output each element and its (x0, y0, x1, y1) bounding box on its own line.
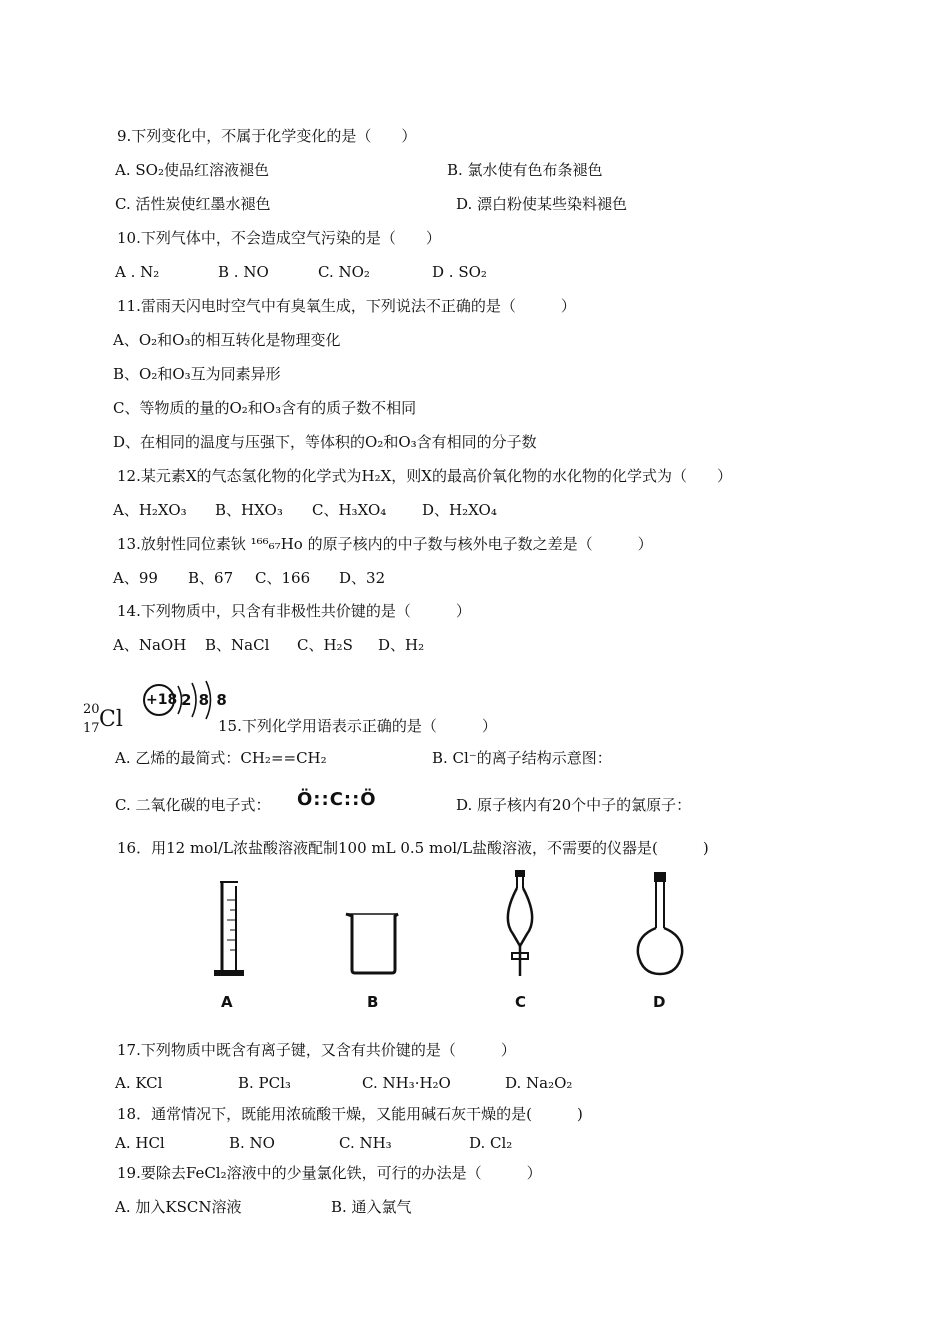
q12-option-b: B、HXO₃ (215, 501, 283, 519)
q17-stem: 17.下列物质中既含有离子键，又含有共价键的是（ ） (117, 1041, 516, 1059)
isotope-mass-number: 20 (83, 702, 100, 717)
q10-stem: 10.下列气体中，不会造成空气污染的是（ ） (117, 229, 441, 247)
q19-option-a: A. 加入KSCN溶液 (115, 1198, 242, 1216)
q17-option-b: B. PCl₃ (238, 1074, 291, 1092)
q14-option-d: D、H₂ (378, 636, 425, 654)
isotope-atomic-number: 17 (83, 721, 100, 736)
q11-option-b: B、O₂和O₃互为同素异形 (113, 365, 281, 383)
ion-electron-shells: 2 8 8 (181, 691, 227, 709)
q15-option-d: D. 原子核内有20个中子的氯原子： (456, 796, 692, 814)
q18-option-d: D. Cl₂ (469, 1134, 513, 1152)
q18-stem: 18．通常情况下，既能用浓硫酸干燥，又能用碱石灰干燥的是( ) (117, 1105, 583, 1123)
q10-option-c: C. NO₂ (318, 263, 370, 281)
q18-option-b: B. NO (229, 1134, 275, 1152)
q9-option-b: B. 氯水使有色布条褪色 (447, 161, 603, 179)
q9-option-c: C. 活性炭使红墨水褪色 (115, 195, 271, 213)
q13-option-c: C、166 (255, 569, 311, 587)
q15-option-a: A. 乙烯的最简式：CH₂==CH₂ (115, 749, 327, 767)
q18-option-c: C. NH₃ (339, 1134, 392, 1152)
q15-option-c: C. 二氧化碳的电子式： (115, 796, 271, 814)
q10-option-d: D . SO₂ (432, 263, 487, 281)
q9-option-d: D. 漂白粉使某些染料褪色 (456, 195, 628, 213)
co2-electron-formula: Ö::C::Ö (297, 789, 377, 810)
q16-stem: 16．用12 mol/L浓盐酸溶液配制100 mL 0.5 mol/L盐酸溶液，不需要的仪器是( ) (117, 839, 709, 857)
ion-nucleus-charge: +18 (146, 692, 178, 708)
q14-option-b: B、NaCl (205, 636, 270, 654)
q13-option-d: D、32 (339, 569, 386, 587)
q9-stem: 9.下列变化中，不属于化学变化的是（ ） (117, 127, 417, 145)
q10-option-b: B . NO (218, 263, 269, 281)
q12-option-a: A、H₂XO₃ (113, 501, 187, 519)
q17-option-d: D. Na₂O₂ (505, 1074, 573, 1092)
beaker-icon (342, 910, 402, 976)
q19-option-b: B. 通入氯气 (331, 1198, 412, 1216)
q10-option-a: A . N₂ (115, 263, 160, 281)
q15-stem: 15.下列化学用语表示正确的是（ ） (218, 717, 497, 735)
q15-option-b: B. Cl⁻的离子结构示意图： (432, 749, 612, 767)
apparatus-label-b: B (367, 993, 379, 1011)
q13-option-a: A、99 (113, 569, 158, 587)
q11-stem: 11.雷雨天闪电时空气中有臭氧生成，下列说法不正确的是（ ） (117, 297, 576, 315)
q14-option-c: C、H₂S (297, 636, 353, 654)
q12-option-c: C、H₃XO₄ (312, 501, 387, 519)
q19-stem: 19.要除去FeCl₂溶液中的少量氯化铁，可行的办法是（ ） (117, 1164, 542, 1182)
q11-option-c: C、等物质的量的O₂和O₃含有的质子数不相同 (113, 399, 417, 417)
q14-stem: 14.下列物质中，只含有非极性共价键的是（ ） (117, 602, 471, 620)
separatory-funnel-icon (495, 868, 545, 983)
q13-stem: 13.放射性同位素钬 ¹⁶⁶₆₇Ho 的原子核内的中子数与核外电子数之差是（ ） (117, 535, 653, 553)
graduated-cylinder-icon (210, 880, 250, 980)
apparatus-label-a: A (221, 993, 233, 1011)
q11-option-a: A、O₂和O₃的相互转化是物理变化 (113, 331, 341, 349)
volumetric-flask-icon (632, 870, 688, 980)
q9-option-a: A. SO₂使品红溶液褪色 (115, 161, 269, 179)
q12-option-d: D、H₂XO₄ (422, 501, 497, 519)
q11-option-d: D、在相同的温度与压强下，等体积的O₂和O₃含有相同的分子数 (113, 433, 537, 451)
q18-option-a: A. HCl (115, 1134, 165, 1152)
q17-option-a: A. KCl (115, 1074, 163, 1092)
q12-stem: 12.某元素X的气态氢化物的化学式为H₂X，则X的最高价氧化物的水化物的化学式为（ ） (117, 467, 732, 485)
apparatus-label-d: D (653, 993, 666, 1011)
q13-option-b: B、67 (188, 569, 234, 587)
q17-option-c: C. NH₃·H₂O (362, 1074, 451, 1092)
q14-option-a: A、NaOH (113, 636, 187, 654)
isotope-symbol: Cl (99, 707, 123, 732)
apparatus-label-c: C (515, 993, 527, 1011)
